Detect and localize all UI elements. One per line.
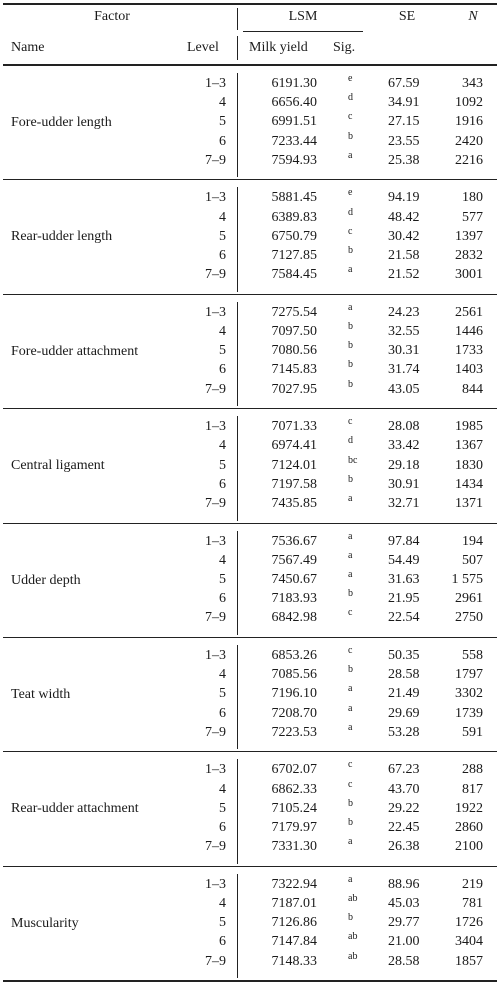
significance-cell: a [348,493,353,504]
se-cell: 22.54 [388,610,420,626]
header-level: Level [187,40,219,55]
level-cell: 6 [219,476,226,492]
header-sig: Sig. [333,40,356,55]
header-factor: Factor [94,9,130,24]
milk-yield-cell: 6991.51 [271,114,317,130]
factor-name: Rear-udder length [11,229,113,245]
n-cell: 343 [462,76,483,91]
milk-yield-cell: 7147.84 [271,934,317,950]
group-separator [3,408,497,409]
n-cell: 1 575 [451,572,483,587]
level-cell: 5 [219,343,226,359]
se-cell: 28.58 [388,953,420,969]
n-cell: 180 [462,190,483,206]
se-cell: 67.59 [388,76,420,91]
level-cell: 6 [219,362,226,378]
se-cell: 54.49 [388,552,420,568]
se-cell: 43.70 [388,781,420,797]
significance-cell: c [348,416,353,428]
milk-yield-cell: 7027.95 [271,381,317,397]
level-cell: 7–9 [205,839,226,855]
significance-cell: d [348,435,353,447]
column-divider [237,416,238,520]
n-cell: 194 [462,533,483,549]
n-cell: 577 [462,209,483,225]
milk-yield-cell: 7183.93 [271,591,317,607]
milk-yield-cell: 7071.33 [271,419,317,435]
milk-yield-cell: 7127.85 [271,248,317,263]
column-divider [237,759,238,863]
level-cell: 7–9 [205,496,226,511]
top-rule [3,3,497,5]
group-separator [3,294,497,295]
level-cell: 5 [219,457,226,473]
n-cell: 1446 [455,324,483,339]
significance-cell: d [348,92,353,104]
significance-cell: b [348,378,353,390]
factor-name: Muscularity [11,915,79,931]
milk-yield-cell: 7080.56 [271,343,317,359]
se-cell: 25.38 [388,152,420,168]
significance-cell: a [348,301,353,313]
se-cell: 53.28 [388,724,420,740]
significance-cell: b [348,340,353,352]
n-cell: 2100 [455,839,483,855]
factor-name: Udder depth [11,572,81,588]
level-cell: 4 [219,95,226,111]
milk-yield-cell: 7536.67 [271,533,317,549]
significance-cell: a [348,702,353,714]
se-cell: 28.58 [388,667,420,683]
level-cell: 6 [219,248,226,263]
n-cell: 3302 [455,686,483,702]
milk-yield-cell: 7331.30 [271,839,317,855]
n-cell: 3001 [455,267,483,283]
se-cell: 26.38 [388,839,420,855]
header-n: N [468,9,478,24]
level-cell: 4 [219,781,226,797]
significance-cell: b [348,664,353,676]
group-separator [3,523,497,524]
se-cell: 31.74 [388,362,420,378]
n-cell: 1739 [455,705,483,721]
milk-yield-cell: 7567.49 [271,552,317,568]
n-cell: 2961 [455,591,483,607]
se-cell: 67.23 [388,762,420,778]
milk-yield-cell: 7187.01 [271,896,317,911]
se-cell: 29.18 [388,457,420,473]
significance-cell: b [348,912,353,924]
se-cell: 48.42 [388,209,420,225]
significance-cell: e [348,187,353,199]
factor-name: Teat width [11,687,71,702]
milk-yield-cell: 6656.40 [271,95,317,111]
se-cell: 45.03 [388,896,420,911]
significance-cell: d [348,206,353,218]
n-cell: 1857 [455,953,483,969]
significance-cell: a [348,873,353,885]
n-cell: 591 [462,724,483,740]
se-cell: 29.69 [388,705,420,721]
significance-cell: ab [348,950,358,962]
header-milk-yield: Milk yield [249,40,308,55]
n-cell: 1434 [455,476,483,492]
level-cell: 1–3 [205,419,226,435]
milk-yield-cell: 7322.94 [271,876,317,892]
milk-yield-cell: 7148.33 [271,953,317,969]
n-cell: 1371 [455,496,483,511]
significance-cell: ab [348,893,358,904]
n-cell: 3404 [455,934,483,950]
milk-yield-cell: 7594.93 [271,152,317,168]
n-cell: 2750 [455,610,483,626]
significance-cell: a [348,549,353,561]
milk-yield-cell: 6862.33 [271,781,317,797]
column-divider [237,302,238,406]
milk-yield-cell: 5881.45 [271,190,317,206]
level-cell: 6 [219,934,226,950]
level-cell: 4 [219,324,226,339]
milk-yield-cell: 7179.97 [271,820,317,835]
se-cell: 34.91 [388,95,420,111]
level-cell: 6 [219,705,226,721]
significance-cell: c [348,607,353,619]
level-cell: 4 [219,209,226,225]
significance-cell: c [348,225,353,237]
level-cell: 4 [219,552,226,568]
n-cell: 2561 [455,304,483,320]
group-separator [3,637,497,638]
milk-yield-cell: 7450.67 [271,572,317,587]
level-cell: 1–3 [205,304,226,320]
n-cell: 2832 [455,248,483,263]
se-cell: 21.95 [388,591,420,607]
se-cell: 32.71 [388,496,420,511]
milk-yield-cell: 7124.01 [271,457,317,473]
significance-cell: a [348,530,353,542]
se-cell: 21.58 [388,248,420,263]
header-lsm: LSM [288,9,318,24]
level-cell: 7–9 [205,267,226,283]
level-cell: 5 [219,114,226,130]
significance-cell: c [348,111,353,123]
significance-cell: c [348,645,353,656]
milk-yield-cell: 6389.83 [271,209,317,225]
significance-cell: c [348,778,353,790]
header-divider [237,36,238,60]
n-cell: 219 [462,876,483,892]
significance-cell: a [348,683,353,695]
n-cell: 288 [462,762,483,778]
se-cell: 50.35 [388,648,420,663]
significance-cell: a [348,149,353,161]
milk-yield-cell: 6191.30 [271,76,317,91]
se-cell: 43.05 [388,381,420,397]
level-cell: 7–9 [205,381,226,397]
se-cell: 32.55 [388,324,420,339]
milk-yield-cell: 7145.83 [271,362,317,378]
se-cell: 28.08 [388,419,420,435]
header-bottom-rule [3,64,497,66]
n-cell: 1367 [455,438,483,454]
n-cell: 1985 [455,419,483,435]
n-cell: 1797 [455,667,483,683]
significance-cell: b [348,588,353,600]
group-separator [3,179,497,180]
level-cell: 4 [219,667,226,683]
n-cell: 1726 [455,915,483,931]
significance-cell: ab [348,931,358,943]
significance-cell: bc [348,454,358,466]
significance-cell: b [348,473,353,485]
n-cell: 558 [462,648,483,663]
level-cell: 1–3 [205,76,226,91]
group-separator [3,866,497,867]
n-cell: 2216 [455,152,483,168]
se-cell: 29.77 [388,915,420,931]
factor-name: Rear-udder attachment [11,801,139,817]
n-cell: 844 [462,381,483,397]
n-cell: 1397 [455,228,483,244]
level-cell: 7–9 [205,152,226,168]
level-cell: 1–3 [205,876,226,892]
significance-cell: b [348,817,353,828]
milk-yield-cell: 7085.56 [271,667,317,683]
significance-cell: b [348,321,353,332]
level-cell: 5 [219,228,226,244]
level-cell: 6 [219,591,226,607]
significance-cell: a [348,264,353,276]
significance-cell: b [348,130,353,142]
level-cell: 1–3 [205,190,226,206]
n-cell: 2860 [455,820,483,835]
level-cell: 1–3 [205,533,226,549]
level-cell: 7–9 [205,724,226,740]
factor-name: Fore-udder length [11,115,112,130]
n-cell: 2420 [455,133,483,149]
significance-cell: c [348,759,353,771]
level-cell: 6 [219,133,226,149]
milk-yield-cell: 7097.50 [271,324,317,339]
milk-yield-cell: 6750.79 [271,228,317,244]
milk-yield-cell: 6853.26 [271,648,317,663]
n-cell: 817 [462,781,483,797]
level-cell: 5 [219,800,226,816]
level-cell: 6 [219,820,226,835]
se-cell: 21.00 [388,934,420,950]
se-cell: 30.91 [388,476,420,492]
n-cell: 1916 [455,114,483,130]
se-cell: 27.15 [388,114,420,130]
se-cell: 30.42 [388,228,420,244]
factor-name: Central ligament [11,458,105,474]
level-cell: 5 [219,686,226,702]
milk-yield-cell: 7223.53 [271,724,317,740]
milk-yield-cell: 7126.86 [271,915,317,931]
milk-yield-cell: 7197.58 [271,476,317,492]
n-cell: 507 [462,552,483,568]
significance-cell: e [348,73,353,84]
column-divider [237,187,238,291]
level-cell: 7–9 [205,610,226,626]
milk-yield-cell: 7233.44 [271,133,317,149]
se-cell: 88.96 [388,876,420,892]
level-cell: 4 [219,896,226,911]
level-cell: 7–9 [205,953,226,969]
column-divider [237,531,238,635]
milk-yield-cell: 7196.10 [271,686,317,702]
se-cell: 21.49 [388,686,420,702]
significance-cell: a [348,836,353,848]
header-se: SE [398,9,416,24]
column-divider [237,874,238,978]
milk-yield-cell: 6702.07 [271,762,317,778]
se-cell: 29.22 [388,800,420,816]
se-cell: 22.45 [388,820,420,835]
significance-cell: b [348,245,353,256]
se-cell: 33.42 [388,438,420,454]
group-separator [3,980,497,982]
se-cell: 94.19 [388,190,420,206]
header-name: Name [11,40,45,55]
se-cell: 21.52 [388,267,420,283]
column-divider [237,73,238,177]
n-cell: 1830 [455,457,483,473]
n-cell: 781 [462,896,483,911]
milk-yield-cell: 7435.85 [271,496,317,511]
level-cell: 5 [219,915,226,931]
group-separator [3,751,497,752]
milk-yield-cell: 7275.54 [271,304,317,320]
se-cell: 23.55 [388,133,420,149]
n-cell: 1092 [455,95,483,111]
significance-cell: a [348,721,353,733]
n-cell: 1403 [455,362,483,378]
se-cell: 97.84 [388,533,420,549]
se-cell: 30.31 [388,343,420,359]
se-cell: 31.63 [388,572,420,587]
milk-yield-cell: 7208.70 [271,705,317,721]
significance-cell: b [348,359,353,371]
milk-yield-cell: 6974.41 [271,438,317,454]
n-cell: 1922 [455,800,483,816]
milk-yield-cell: 6842.98 [271,610,317,626]
level-cell: 1–3 [205,648,226,663]
lsm-rule [243,31,363,32]
significance-cell: b [348,797,353,809]
n-cell: 1733 [455,343,483,359]
header-divider [237,8,238,30]
level-cell: 4 [219,438,226,454]
significance-cell: a [348,569,353,580]
se-cell: 24.23 [388,304,420,320]
level-cell: 1–3 [205,762,226,778]
level-cell: 5 [219,572,226,587]
factor-name: Fore-udder attachment [11,343,139,359]
milk-yield-cell: 7584.45 [271,267,317,283]
column-divider [237,645,238,749]
milk-yield-cell: 7105.24 [271,800,317,816]
